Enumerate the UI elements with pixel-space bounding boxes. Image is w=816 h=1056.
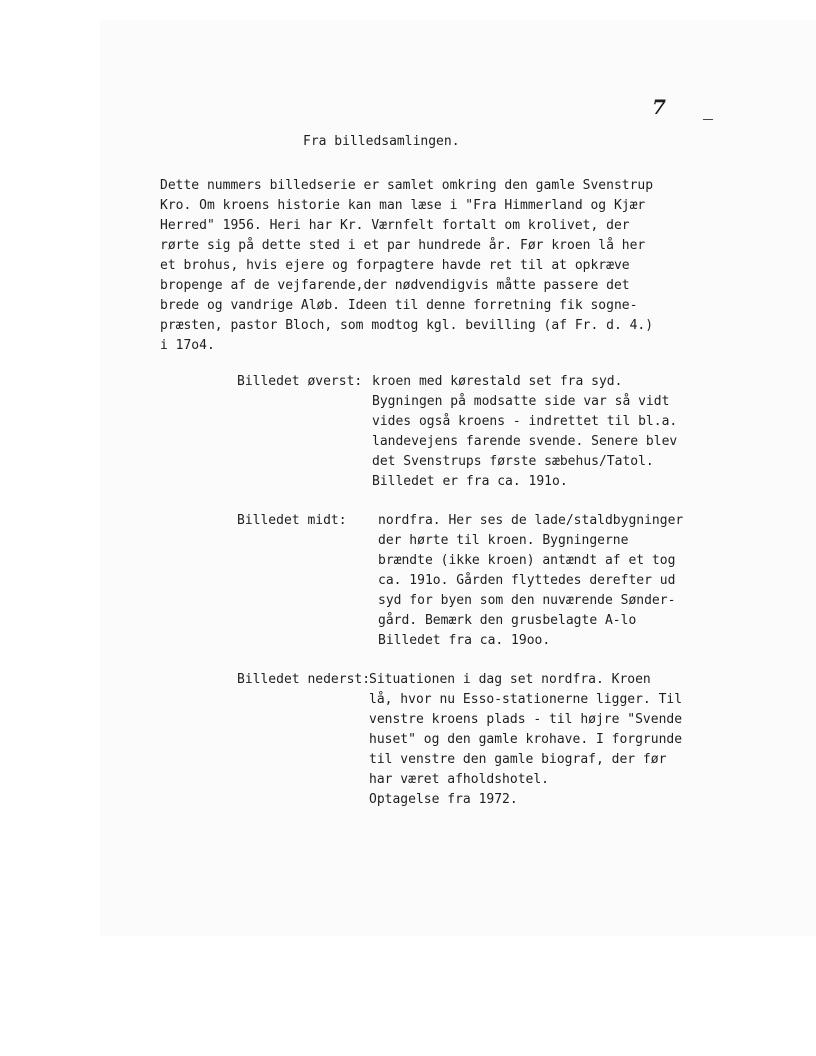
caption-line: Billedet fra ca. 19oo. [378,633,551,648]
caption-line: Situationen i dag set nordfra. Kroen [369,672,651,687]
caption-line: vides også kroens - indrettet til bl.a. [372,414,678,429]
intro-paragraph [160,176,653,356]
caption-line: lå, hvor nu Esso-stationerne ligger. Til [369,692,683,707]
intro-line: i 17o4. [160,338,215,353]
caption-line: brændte (ikke kroen) antændt af et tog [378,553,676,568]
page-number: 7 [652,95,666,119]
intro-line: Dette nummers billedserie er samlet omkring den gamle Svenstrup [160,178,654,193]
intro-line: Kro. Om kroens historie kan man læse i "Fra Himmerland og Kjær [160,198,646,213]
intro-line: præsten, pastor Bloch, som modtog kgl. bevilling (af Fr. d. 4.) [160,318,654,333]
intro-line: brede og vandrige Aløb. Ideen til denne forretning fik sogne- [160,298,638,313]
caption-line: ca. 191o. Gården flyttedes derefter ud [378,573,676,588]
intro-line: bropenge af de vejfarende,der nødvendigvis måtte passere det [160,278,630,293]
caption-line: nordfra. Her ses de lade/staldbygninger [378,513,684,528]
caption-line: har været afholdshotel. [369,772,550,787]
caption-line: Billedet er fra ca. 191o. [372,474,568,489]
caption-label: Billedet nederst: [237,672,371,687]
caption-description [378,511,683,651]
caption-line: det Svenstrups første sæbehus/Tatol. [372,454,654,469]
caption-line: venstre kroens plads - til højre "Svende [369,712,683,727]
caption-line: syd for byen som den nuværende Sønder- [378,593,676,608]
caption-description [372,372,677,492]
caption-line: der hørte til kroen. Bygningerne [378,533,629,548]
section-title: Fra billedsamlingen. [303,134,460,149]
caption-line: Bygningen på modsatte side var så vidt [372,394,670,409]
caption-line: landevejens farende svende. Senere blev [372,434,678,449]
margin-mark [703,119,713,120]
caption-description [369,670,682,810]
intro-line: et brohus, hvis ejere og forpagtere havde ret til at opkræve [160,258,630,273]
caption-line: gård. Bemærk den grusbelagte A-lo [378,613,637,628]
caption-line: til venstre den gamle biograf, der før [369,752,667,767]
caption-line: kroen med kørestald set fra syd. [372,374,623,389]
intro-line: Herred" 1956. Heri har Kr. Værnfelt fortalt om krolivet, der [160,218,630,233]
caption-line: Optagelse fra 1972. [369,792,518,807]
caption-line: huset" og den gamle krohave. I forgrunde [369,732,683,747]
caption-label: Billedet midt: [237,513,347,528]
caption-label: Billedet øverst: [237,374,363,389]
intro-line: rørte sig på dette sted i et par hundrede år. Før kroen lå her [160,238,646,253]
